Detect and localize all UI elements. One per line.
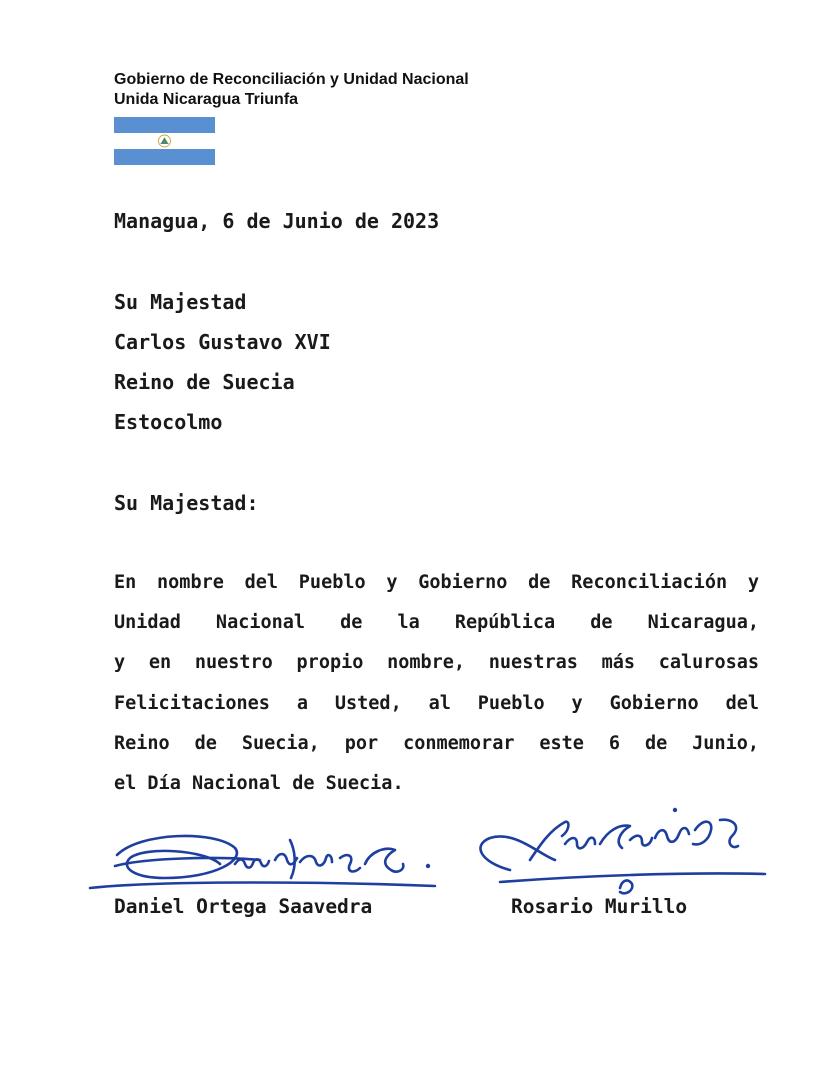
- letter-body: [114, 563, 759, 804]
- nicaragua-flag-icon: [114, 117, 215, 165]
- recipient-country: Reino de Suecia: [114, 370, 295, 394]
- signature-daniel-ortega: [85, 820, 445, 900]
- body-line-6: el Día Nacional de Suecia.: [114, 773, 404, 795]
- signer-name-2: Rosario Murillo: [511, 895, 688, 918]
- body-line-1: En nombre del Pueblo y Gobierno de Reconciliación y: [114, 572, 759, 593]
- signature-rosario-murillo: [470, 800, 770, 900]
- letterhead-government-name: Gobierno de Reconciliación y Unidad Nacional: [114, 71, 469, 88]
- signer-name-1: Daniel Ortega Saavedra: [114, 895, 373, 918]
- flag-stripe-bottom: [114, 149, 215, 165]
- body-line-4: Felicitaciones a Usted, al Pueblo y Gobierno del: [114, 692, 759, 714]
- recipient-city: Estocolmo: [114, 410, 223, 434]
- flag-stripe-top: [114, 117, 215, 133]
- letter-date: Managua, 6 de Junio de 2023: [114, 209, 440, 233]
- recipient-title: Su Majestad: [114, 290, 247, 314]
- letterhead: [114, 70, 469, 110]
- recipient-name: Carlos Gustavo XVI: [114, 330, 331, 354]
- salutation: Su Majestad:: [114, 491, 259, 515]
- body-line-3: y en nuestro propio nombre, nuestras más calurosas: [114, 652, 759, 674]
- body-line-5: Reino de Suecia, por conmemorar este 6 de Junio,: [114, 732, 759, 754]
- body-line-2: Unidad Nacional de la República de Nicaragua,: [114, 612, 759, 634]
- letterhead-slogan: Unida Nicaragua Triunfa: [114, 91, 299, 108]
